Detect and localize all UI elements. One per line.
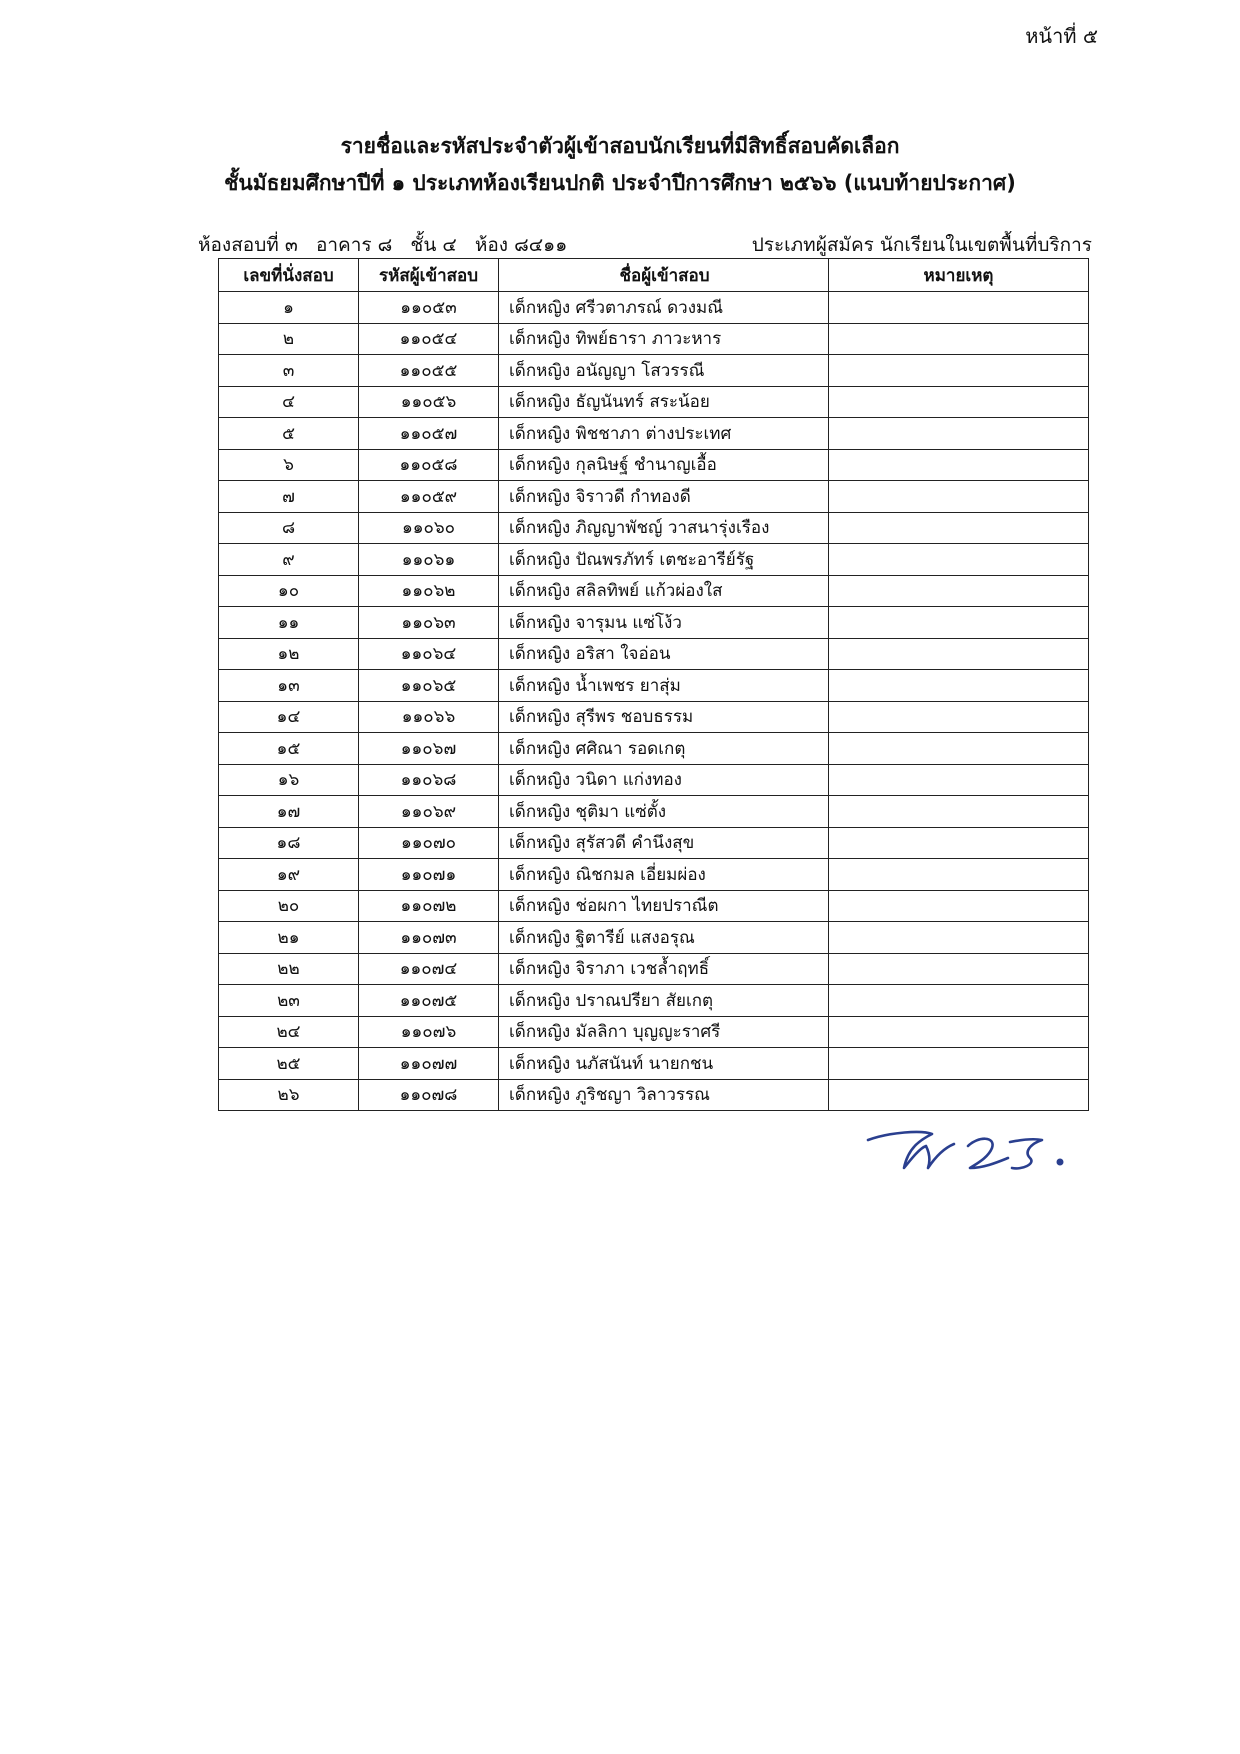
seat-number: ๖	[219, 449, 359, 481]
seat-number: ๑๐	[219, 575, 359, 607]
header-name: ชื่อผู้เข้าสอบ	[499, 259, 829, 292]
examinee-code: ๑๑๐๗๔	[359, 953, 499, 985]
examinee-code: ๑๑๐๖๖	[359, 701, 499, 733]
remark	[829, 985, 1089, 1017]
table-body	[219, 292, 1089, 1111]
header-code: รหัสผู้เข้าสอบ	[359, 259, 499, 292]
remark	[829, 292, 1089, 324]
examinee-code: ๑๑๐๗๘	[359, 1079, 499, 1111]
seat-number: ๙	[219, 544, 359, 576]
seat-number: ๒๔	[219, 1016, 359, 1048]
signature-strokes	[868, 1132, 1062, 1168]
examinee-name: เด็กหญิง ปัณพรภัทร์ เตชะอารีย์รัฐ	[499, 544, 829, 576]
table-row	[219, 764, 1089, 796]
seat-number: ๒๓	[219, 985, 359, 1017]
table-row	[219, 1079, 1089, 1111]
signature-stroke-1	[868, 1132, 954, 1168]
remark	[829, 796, 1089, 828]
examinee-name: เด็กหญิง ณิชกมล เอี่ยมผ่อง	[499, 859, 829, 891]
examinee-name: เด็กหญิง ภิญญาพัชญ์ วาสนารุ่งเรือง	[499, 512, 829, 544]
examinee-table	[218, 258, 1089, 1111]
seat-number: ๑๔	[219, 701, 359, 733]
table-row	[219, 355, 1089, 387]
header-note: หมายเหตุ	[829, 259, 1089, 292]
table-row	[219, 890, 1089, 922]
seat-number: ๒๑	[219, 922, 359, 954]
examinee-name: เด็กหญิง สลิลทิพย์ แก้วผ่องใส	[499, 575, 829, 607]
table-row	[219, 512, 1089, 544]
examinee-code: ๑๑๐๖๒	[359, 575, 499, 607]
examinee-name: เด็กหญิง ธัญนันทร์ สระน้อย	[499, 386, 829, 418]
examinee-name: เด็กหญิง อริสา ใจอ่อน	[499, 638, 829, 670]
examinee-code: ๑๑๐๗๖	[359, 1016, 499, 1048]
examinee-code: ๑๑๐๖๑	[359, 544, 499, 576]
remark	[829, 859, 1089, 891]
seat-number: ๑	[219, 292, 359, 324]
examinee-name: เด็กหญิง ฐิตารีย์ แสงอรุณ	[499, 922, 829, 954]
table-row	[219, 607, 1089, 639]
examinee-name: เด็กหญิง จารุมน แซ่โง้ว	[499, 607, 829, 639]
document-title	[0, 128, 1240, 202]
remark	[829, 1016, 1089, 1048]
examinee-name: เด็กหญิง สุรีพร ชอบธรรม	[499, 701, 829, 733]
examinee-code: ๑๑๐๖๘	[359, 764, 499, 796]
seat-number: ๓	[219, 355, 359, 387]
examinee-code: ๑๑๐๕๓	[359, 292, 499, 324]
title-line-1: รายชื่อและรหัสประจำตัวผู้เข้าสอบนักเรียนที่มีสิทธิ์สอบคัดเลือก	[340, 134, 900, 158]
remark	[829, 890, 1089, 922]
examinee-name: เด็กหญิง วนิดา แก่งทอง	[499, 764, 829, 796]
seat-number: ๒๕	[219, 1048, 359, 1080]
remark	[829, 607, 1089, 639]
table-row	[219, 323, 1089, 355]
remark	[829, 449, 1089, 481]
seat-number: ๑๓	[219, 670, 359, 702]
examinee-code: ๑๑๐๕๕	[359, 355, 499, 387]
seat-number: ๑๑	[219, 607, 359, 639]
seat-number: ๑๒	[219, 638, 359, 670]
examinee-code: ๑๑๐๖๗	[359, 733, 499, 765]
examinee-name: เด็กหญิง ชุติมา แซ่ตั้ง	[499, 796, 829, 828]
examinee-name: เด็กหญิง อนัญญา โสวรรณี	[499, 355, 829, 387]
seat-number: ๒๖	[219, 1079, 359, 1111]
table-row	[219, 418, 1089, 450]
remark	[829, 481, 1089, 513]
signature-dot	[1058, 1160, 1062, 1164]
examinee-name: เด็กหญิง มัลลิกา บุญญะราศรี	[499, 1016, 829, 1048]
examinee-code: ๑๑๐๖๓	[359, 607, 499, 639]
seat-number: ๕	[219, 418, 359, 450]
examinee-name: เด็กหญิง กุลนิษฐ์ ชำนาญเอื้อ	[499, 449, 829, 481]
examinee-code: ๑๑๐๖๕	[359, 670, 499, 702]
remark	[829, 733, 1089, 765]
examinee-code: ๑๑๐๕๖	[359, 386, 499, 418]
examinee-code: ๑๑๐๕๗	[359, 418, 499, 450]
examinee-name: เด็กหญิง ช่อผกา ไทยปราณีต	[499, 890, 829, 922]
handwritten-signature	[860, 1118, 1080, 1178]
table-row	[219, 701, 1089, 733]
header-seat: เลขที่นั่งสอบ	[219, 259, 359, 292]
examinee-code: ๑๑๐๗๕	[359, 985, 499, 1017]
seat-number: ๑๖	[219, 764, 359, 796]
examinee-name: เด็กหญิง พิชชาภา ต่างประเทศ	[499, 418, 829, 450]
examinee-name: เด็กหญิง ภูริชญา วิลาวรรณ	[499, 1079, 829, 1111]
examinee-code: ๑๑๐๗๑	[359, 859, 499, 891]
examinee-name: เด็กหญิง จิราภา เวชล้ำฤทธิ์	[499, 953, 829, 985]
examinee-name: เด็กหญิง สุรัสวดี คำนึงสุข	[499, 827, 829, 859]
table-row	[219, 544, 1089, 576]
examinee-name: เด็กหญิง ปราณปรียา สัยเกตุ	[499, 985, 829, 1017]
seat-number: ๑๗	[219, 796, 359, 828]
examinee-code: ๑๑๐๗๒	[359, 890, 499, 922]
seat-number: ๑๙	[219, 859, 359, 891]
remark	[829, 670, 1089, 702]
signature-stroke-3	[1010, 1139, 1042, 1168]
table-row	[219, 670, 1089, 702]
title-line-2: ชั้นมัธยมศึกษาปีที่ ๑ ประเภทห้องเรียนปกติ ประจำปีการศึกษา ๒๕๖๖ (แนบท้ายประกาศ)	[224, 171, 1016, 195]
page-number: หน้าที่ ๕	[1025, 24, 1098, 48]
examinee-name: เด็กหญิง ศศิณา รอดเกตุ	[499, 733, 829, 765]
examinee-code: ๑๑๐๗๗	[359, 1048, 499, 1080]
remark	[829, 922, 1089, 954]
examinee-name: เด็กหญิง นภัสนันท์ นายกชน	[499, 1048, 829, 1080]
seat-number: ๒๒	[219, 953, 359, 985]
examinee-name: เด็กหญิง จิราวดี กำทองดี	[499, 481, 829, 513]
remark	[829, 638, 1089, 670]
seat-number: ๘	[219, 512, 359, 544]
table-row	[219, 638, 1089, 670]
remark	[829, 1079, 1089, 1111]
remark	[829, 953, 1089, 985]
examinee-code: ๑๑๐๕๔	[359, 323, 499, 355]
remark	[829, 323, 1089, 355]
table-row	[219, 985, 1089, 1017]
examinee-code: ๑๑๐๕๘	[359, 449, 499, 481]
examinee-code: ๑๑๐๕๙	[359, 481, 499, 513]
table-row	[219, 1016, 1089, 1048]
remark	[829, 701, 1089, 733]
signature-stroke-2	[968, 1139, 1008, 1168]
examinee-name: เด็กหญิง น้ำเพชร ยาสุ่ม	[499, 670, 829, 702]
seat-number: ๒๐	[219, 890, 359, 922]
table-row	[219, 449, 1089, 481]
seat-number: ๗	[219, 481, 359, 513]
examinee-code: ๑๑๐๖๔	[359, 638, 499, 670]
examinee-code: ๑๑๐๗๐	[359, 827, 499, 859]
seat-number: ๔	[219, 386, 359, 418]
remark	[829, 827, 1089, 859]
seat-number: ๑๘	[219, 827, 359, 859]
table-row	[219, 827, 1089, 859]
table-header-row	[219, 259, 1089, 292]
remark	[829, 418, 1089, 450]
remark	[829, 1048, 1089, 1080]
examinee-name: เด็กหญิง ศรีวตาภรณ์ ดวงมณี	[499, 292, 829, 324]
table-row	[219, 386, 1089, 418]
remark	[829, 544, 1089, 576]
remark	[829, 386, 1089, 418]
table-row	[219, 922, 1089, 954]
remark	[829, 575, 1089, 607]
remark	[829, 355, 1089, 387]
table-row	[219, 859, 1089, 891]
exam-room-info: ห้องสอบที่ ๓ อาคาร ๘ ชั้น ๔ ห้อง ๘๔๑๑	[198, 234, 568, 256]
applicant-type: ประเภทผู้สมัคร นักเรียนในเขตพื้นที่บริการ	[751, 234, 1092, 256]
table-row	[219, 575, 1089, 607]
table-row	[219, 1048, 1089, 1080]
seat-number: ๒	[219, 323, 359, 355]
table-row	[219, 292, 1089, 324]
table-row	[219, 953, 1089, 985]
examinee-code: ๑๑๐๗๓	[359, 922, 499, 954]
table-row	[219, 733, 1089, 765]
table-row	[219, 796, 1089, 828]
remark	[829, 512, 1089, 544]
examinee-name: เด็กหญิง ทิพย์ธารา ภาวะหาร	[499, 323, 829, 355]
table-row	[219, 481, 1089, 513]
seat-number: ๑๕	[219, 733, 359, 765]
remark	[829, 764, 1089, 796]
examinee-code: ๑๑๐๖๐	[359, 512, 499, 544]
examinee-code: ๑๑๐๖๙	[359, 796, 499, 828]
